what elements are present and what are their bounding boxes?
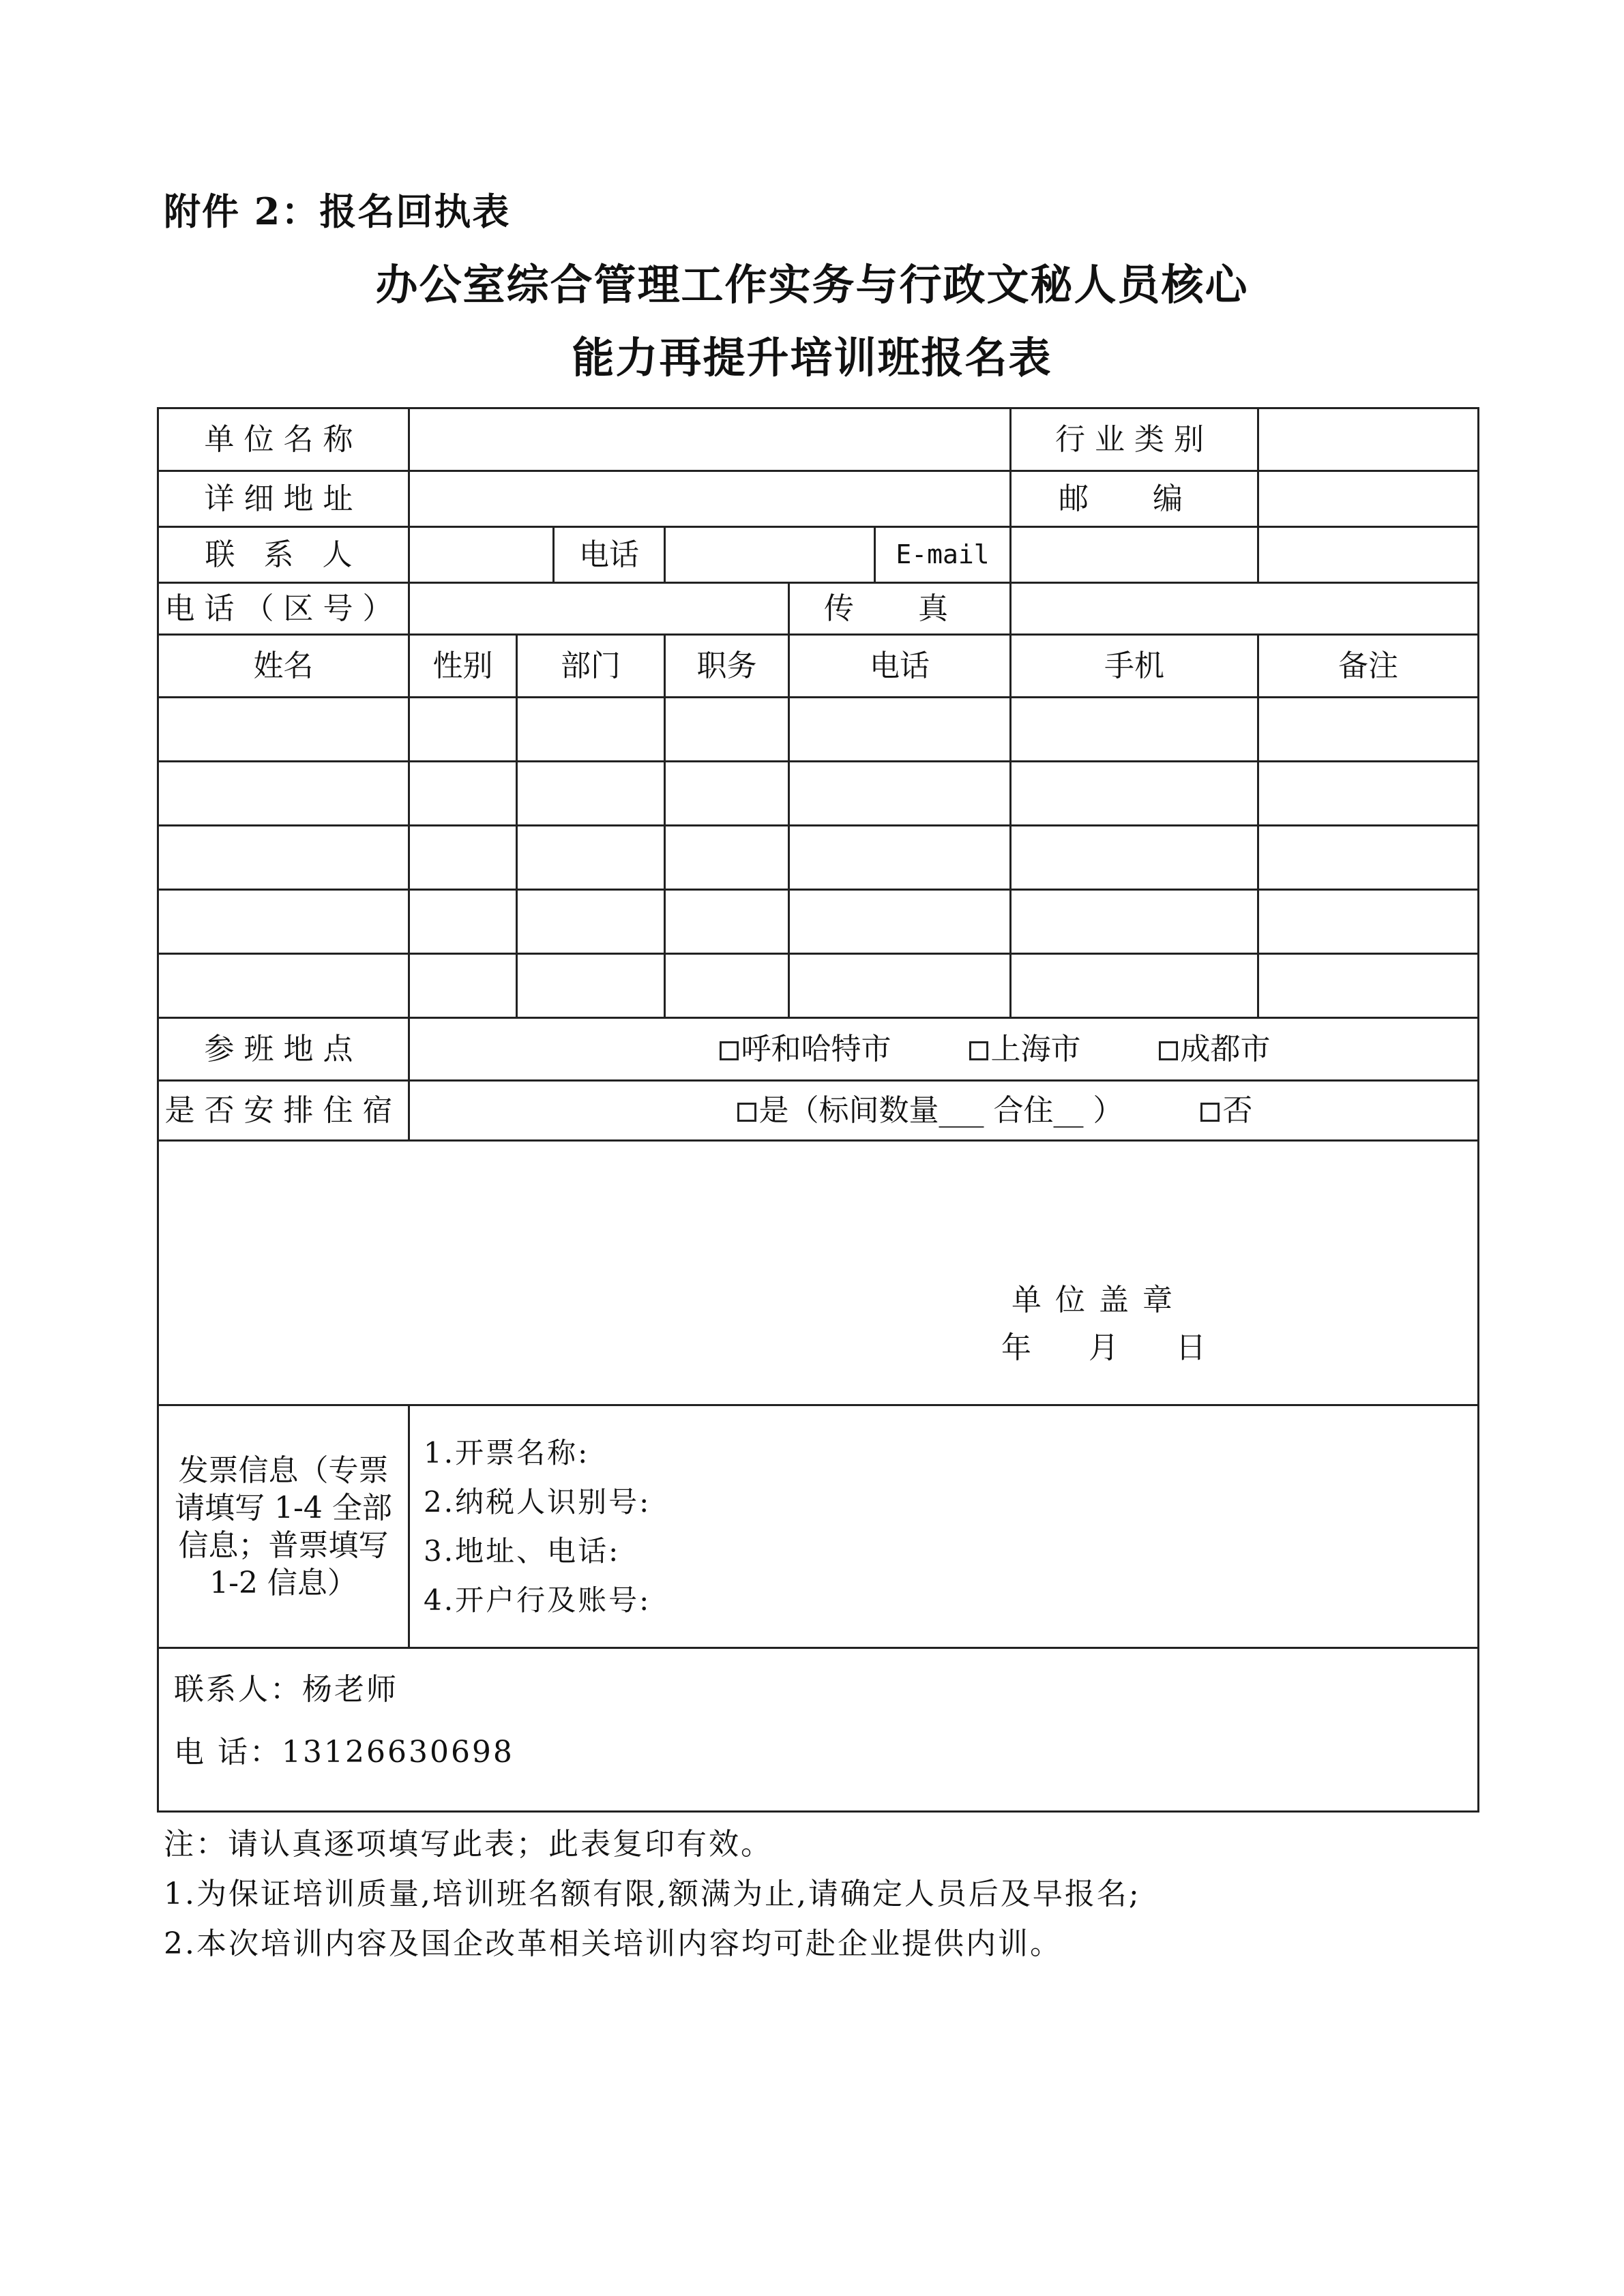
lodging-label: 是否安排住宿 xyxy=(158,1081,409,1141)
table-row xyxy=(158,954,1479,1018)
note-line: 2.本次培训内容及国企改革相关培训内容均可赴企业提供内训。 xyxy=(164,1926,1062,1961)
note-line: 1.为保证培训质量,培训班名额有限,额满为止,请确定人员后及早报名; xyxy=(164,1877,1141,1911)
form-title-line2: 能力再提升培训班报名表 xyxy=(572,333,1052,383)
phone-area-label: 电话（区号） xyxy=(158,583,409,635)
checkbox-icon[interactable] xyxy=(1159,1041,1178,1060)
notes xyxy=(164,1819,1141,1969)
postcode-field[interactable] xyxy=(1258,471,1479,527)
contact-phone-label: 电话 xyxy=(552,528,664,582)
location-option-shanghai[interactable]: 上海市 xyxy=(969,1032,1081,1067)
col-remarks: 备注 xyxy=(1258,635,1479,698)
date-line xyxy=(1001,1329,1254,1367)
registration-form xyxy=(157,407,1479,1813)
lodging-options xyxy=(409,1081,1479,1141)
unit-name-label: 单位名称 xyxy=(158,408,409,471)
invoice-item[interactable]: 2.纳税人识别号: xyxy=(424,1485,651,1519)
extra-field[interactable] xyxy=(1258,527,1479,583)
location-option-chengdu[interactable]: 成都市 xyxy=(1159,1032,1271,1067)
invoice-item[interactable]: 4.开户行及账号: xyxy=(424,1583,651,1617)
unit-name-field[interactable] xyxy=(409,408,1011,471)
email-field[interactable] xyxy=(1011,527,1258,583)
location-options xyxy=(409,1018,1479,1081)
contact-phone: 电 话：13126630698 xyxy=(174,1735,514,1770)
invoice-fields xyxy=(409,1405,1479,1648)
table-row xyxy=(158,698,1479,762)
date-month: 月 xyxy=(1089,1330,1119,1365)
industry-field[interactable] xyxy=(1258,408,1479,471)
contact-person-field[interactable] xyxy=(409,527,665,583)
address-field[interactable] xyxy=(409,471,1011,527)
date-day: 日 xyxy=(1176,1330,1206,1365)
table-row xyxy=(158,762,1479,826)
contact-info xyxy=(158,1648,1479,1812)
postcode-label: 邮 编 xyxy=(1011,471,1258,527)
industry-label: 行业类别 xyxy=(1011,408,1258,471)
col-gender: 性别 xyxy=(409,635,517,698)
table-row xyxy=(158,890,1479,954)
checkbox-icon[interactable] xyxy=(737,1103,756,1122)
checkbox-icon[interactable] xyxy=(969,1041,988,1060)
lodging-option-yes[interactable]: 是（标间数量___ 合住__ ） xyxy=(737,1093,1123,1128)
attachment-label: 附件 2：报名回执表 xyxy=(164,190,511,233)
fax-label: 传 真 xyxy=(789,583,1011,635)
col-mobile: 手机 xyxy=(1011,635,1258,698)
col-position: 职务 xyxy=(665,635,789,698)
invoice-item[interactable]: 3.地址、电话: xyxy=(424,1534,621,1568)
note-line: 注：请认真逐项填写此表；此表复印有效。 xyxy=(164,1827,773,1862)
contact-person-label: 联 系 人 xyxy=(158,527,409,583)
contact-name: 联系人：杨老师 xyxy=(174,1672,398,1707)
form-title-line1: 办公室综合管理工作实务与行政文秘人员核心 xyxy=(375,260,1249,310)
lodging-option-no[interactable]: 否 xyxy=(1200,1093,1252,1128)
date-year: 年 xyxy=(1001,1330,1031,1365)
invoice-item[interactable]: 1.开票名称: xyxy=(424,1435,590,1470)
phone-area-field[interactable] xyxy=(409,583,789,635)
stamp-area[interactable] xyxy=(158,1141,1479,1405)
location-label: 参班地点 xyxy=(158,1018,409,1081)
col-department: 部门 xyxy=(517,635,665,698)
invoice-label: 发票信息（专票请填写 1-4 全部信息；普票填写 1-2 信息） xyxy=(158,1405,409,1648)
contact-phone-field[interactable] xyxy=(665,527,1011,583)
address-label: 详细地址 xyxy=(158,471,409,527)
checkbox-icon[interactable] xyxy=(720,1041,739,1060)
fax-field[interactable] xyxy=(1011,583,1479,635)
seal-label: 单位盖章 xyxy=(1012,1283,1186,1317)
location-option-hohhot[interactable]: 呼和哈特市 xyxy=(720,1032,891,1067)
email-label: E-mail xyxy=(874,528,1009,582)
col-name: 姓名 xyxy=(158,635,409,698)
table-row xyxy=(158,826,1479,890)
checkbox-icon[interactable] xyxy=(1200,1103,1220,1122)
col-phone: 电话 xyxy=(789,635,1011,698)
